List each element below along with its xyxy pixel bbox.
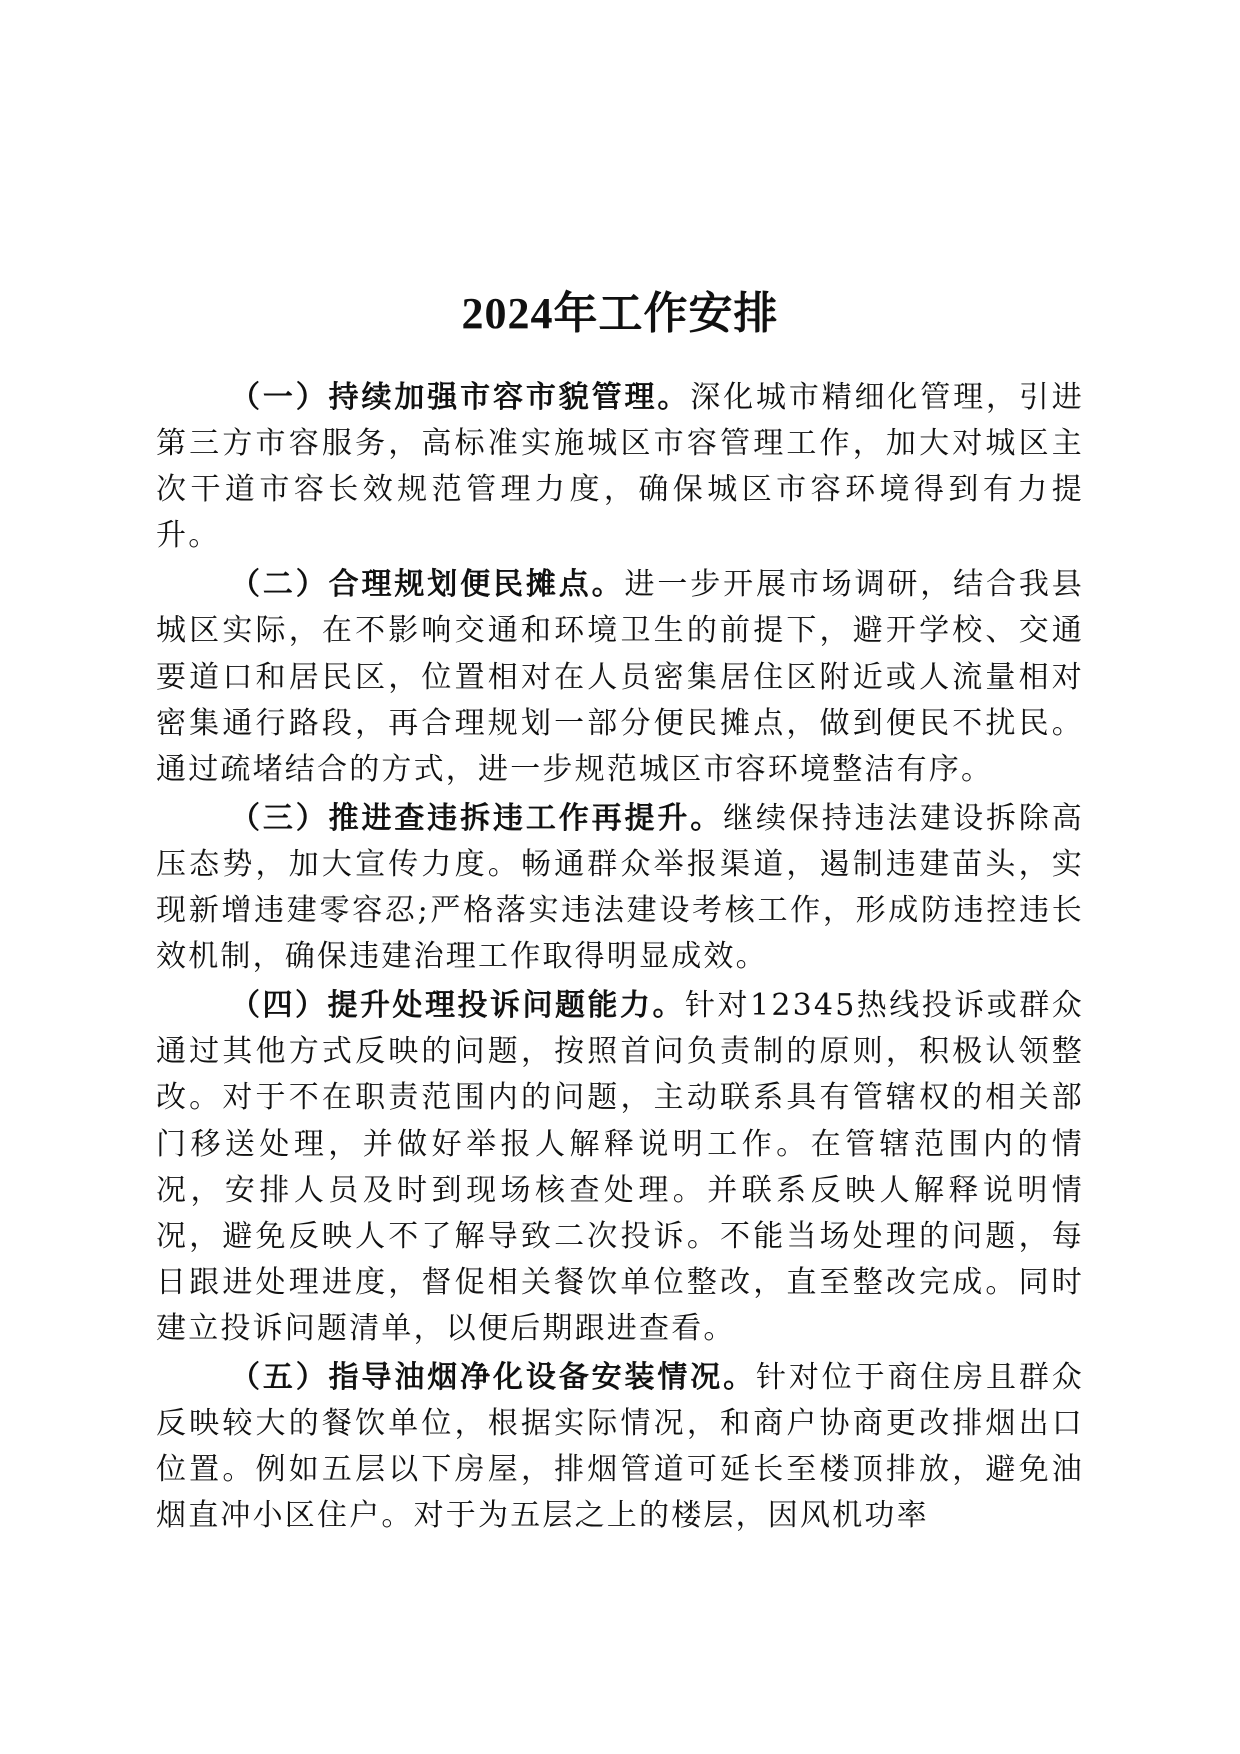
paragraph-heading: （二）合理规划便民摊点。 xyxy=(230,567,625,603)
paragraph-body: 深化城市精细化管理，引进第三方市容服务，高标准实施城区市容管理工作，加大对城区主次干道市容长效规范管理力度，确保城区市容环境得到有力提升。 xyxy=(156,380,1084,554)
page-title-text: 年工作安排 xyxy=(553,288,779,340)
paragraph-heading: （一）持续加强市容市貌管理。 xyxy=(230,380,691,415)
paragraph-4 xyxy=(156,983,1084,1352)
paragraph-body: 继续保持违法建设拆除高压态势，加大宣传力度。畅通群众举报渠道，遏制违建苗头，实现新增违建零容忍;严格落实违法建设考核工作，形成防违控违长效机制，确保违建治理工作取得明显成效。 xyxy=(156,800,1084,975)
paragraph-2 xyxy=(156,562,1084,792)
paragraph-body: 针对位于商住房且群众反映较大的餐饮单位，根据实际情况，和商户协商更改排烟出口位置。例如五层以下房屋，排烟管道可延长至楼顶排放，避免油烟直冲小区住户。对于为五层之上的楼层，因风机功率 xyxy=(156,1359,1084,1534)
paragraph-1 xyxy=(156,375,1084,559)
page-title-year: 2024 xyxy=(461,289,554,339)
document-body xyxy=(156,375,1084,1542)
paragraph-heading: （四）提升处理投诉问题能力。 xyxy=(230,988,686,1024)
paragraph-5 xyxy=(156,1355,1084,1539)
paragraph-body: 针对12345热线投诉或群众通过其他方式反映的问题，按照首问负责制的原则，积极认领整改。对于不在职责范围内的问题，主动联系具有管辖权的相关部门移送处理，并做好举报人解释说明工作。在管辖范围内的情况，安排人员及时到现场核查处理。并联系反映人解释说明情况，避免反映人不了解导致二次投诉。不能当场处理的问题，每日跟进处理进度，督促相关餐饮单位整改，直至整改完成。同时建立投诉问题清单，以便后期跟进查看。 xyxy=(156,988,1085,1346)
page-title xyxy=(0,284,1240,344)
paragraph-heading: （五）指导油烟净化设备安装情况。 xyxy=(230,1359,756,1395)
paragraph-3 xyxy=(156,796,1084,980)
paragraph-body: 进一步开展市场调研，结合我县城区实际，在不影响交通和环境卫生的前提下，避开学校、交通要道口和居民区，位置相对在人员密集居住区附近或人流量相对密集通行路段，再合理规划一部分便民摊点，做到便民不扰民。通过疏堵结合的方式，进一步规范城区市容环境整洁有序。 xyxy=(156,567,1084,787)
paragraph-heading: （三）推进查违拆违工作再提升。 xyxy=(230,800,724,836)
